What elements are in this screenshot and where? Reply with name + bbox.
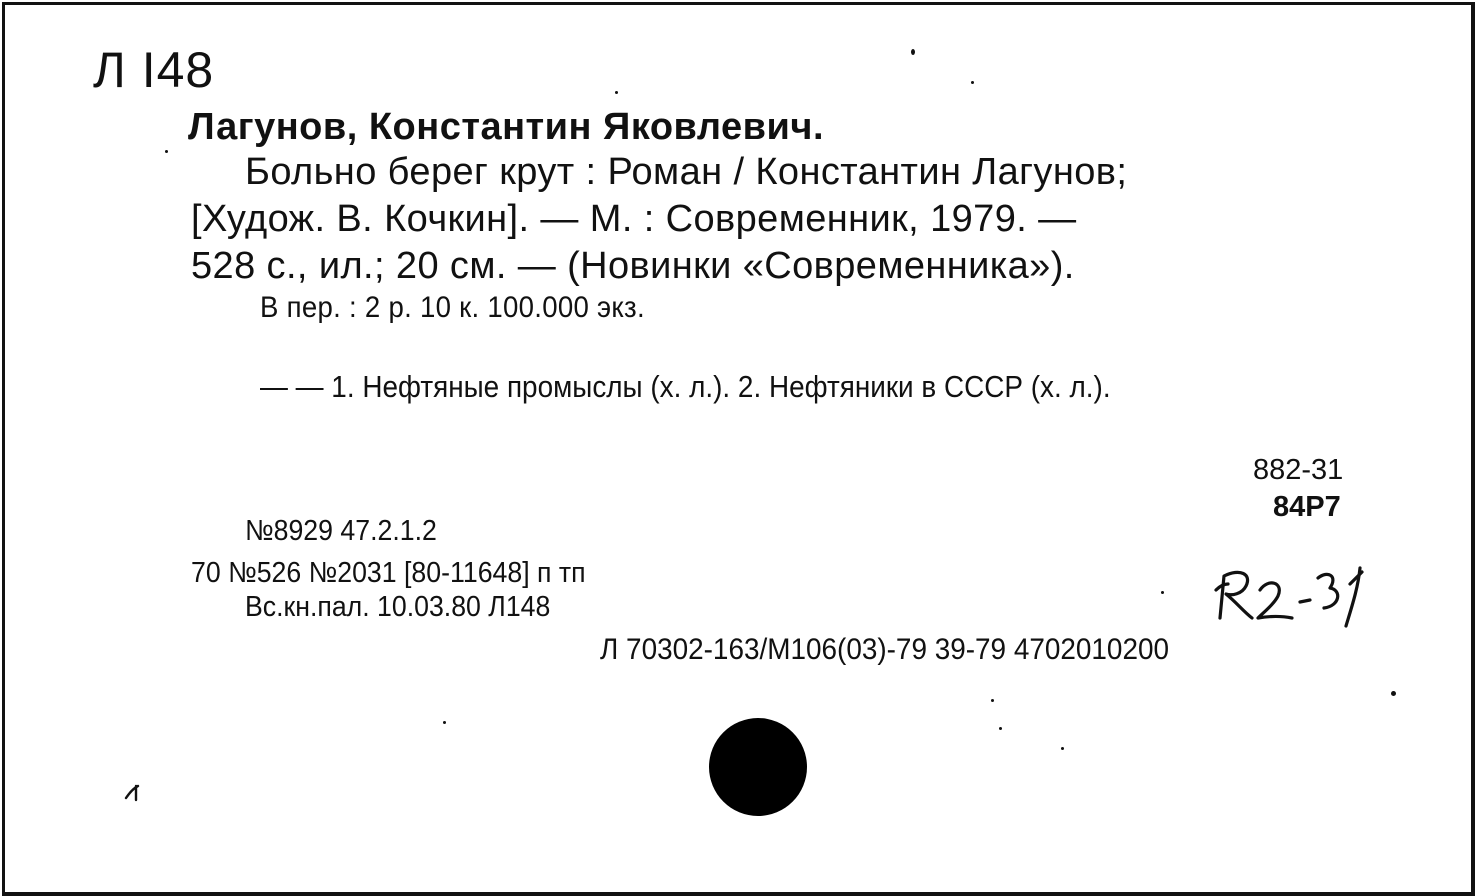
catalog-card	[2, 2, 1475, 896]
pencil-mark	[120, 780, 150, 820]
ink-speck	[165, 150, 168, 153]
ink-speck	[971, 81, 974, 84]
call-number: Л I48	[93, 42, 215, 98]
ink-speck	[1161, 591, 1164, 594]
handwritten-note	[1210, 560, 1385, 630]
ink-speck	[443, 721, 446, 724]
ink-speck	[991, 699, 994, 702]
price-line: В пер. : 2 р. 10 к. 100.000 экз.	[260, 291, 645, 324]
ink-speck	[911, 49, 915, 55]
ink-speck	[615, 91, 618, 94]
author-heading: Лагунов, Константин Яковлевич.	[188, 106, 825, 148]
print-order-line: 70 №526 №2031 [80-11648] п тп	[191, 557, 586, 589]
classification-code: 882-31	[1253, 454, 1344, 486]
index-line: Л 70302-163/М106(03)-79 39-79 4702010200	[600, 633, 1170, 666]
ink-speck	[999, 727, 1002, 730]
collation-line: 528 с., ил.; 20 см. — (Новинки «Современника»).	[191, 245, 1075, 287]
ink-speck	[1061, 747, 1064, 750]
bbk-code: 84Р7	[1273, 491, 1341, 523]
subjects-line: — — 1. Нефтяные промыслы (х. л.). 2. Нефтяники в СССР (х. л.).	[260, 369, 1111, 404]
imprint-line: [Худож. В. Кочкин]. — М. : Современник, 1979. —	[191, 198, 1077, 240]
title-line: Больно берег крут : Роман / Константин Лагунов;	[245, 151, 1128, 193]
book-chamber-line: Вс.кн.пал. 10.03.80 Л148	[245, 591, 551, 623]
print-number-line: №8929 47.2.1.2	[245, 515, 437, 547]
punch-hole	[709, 718, 807, 816]
ink-speck	[1391, 691, 1396, 696]
